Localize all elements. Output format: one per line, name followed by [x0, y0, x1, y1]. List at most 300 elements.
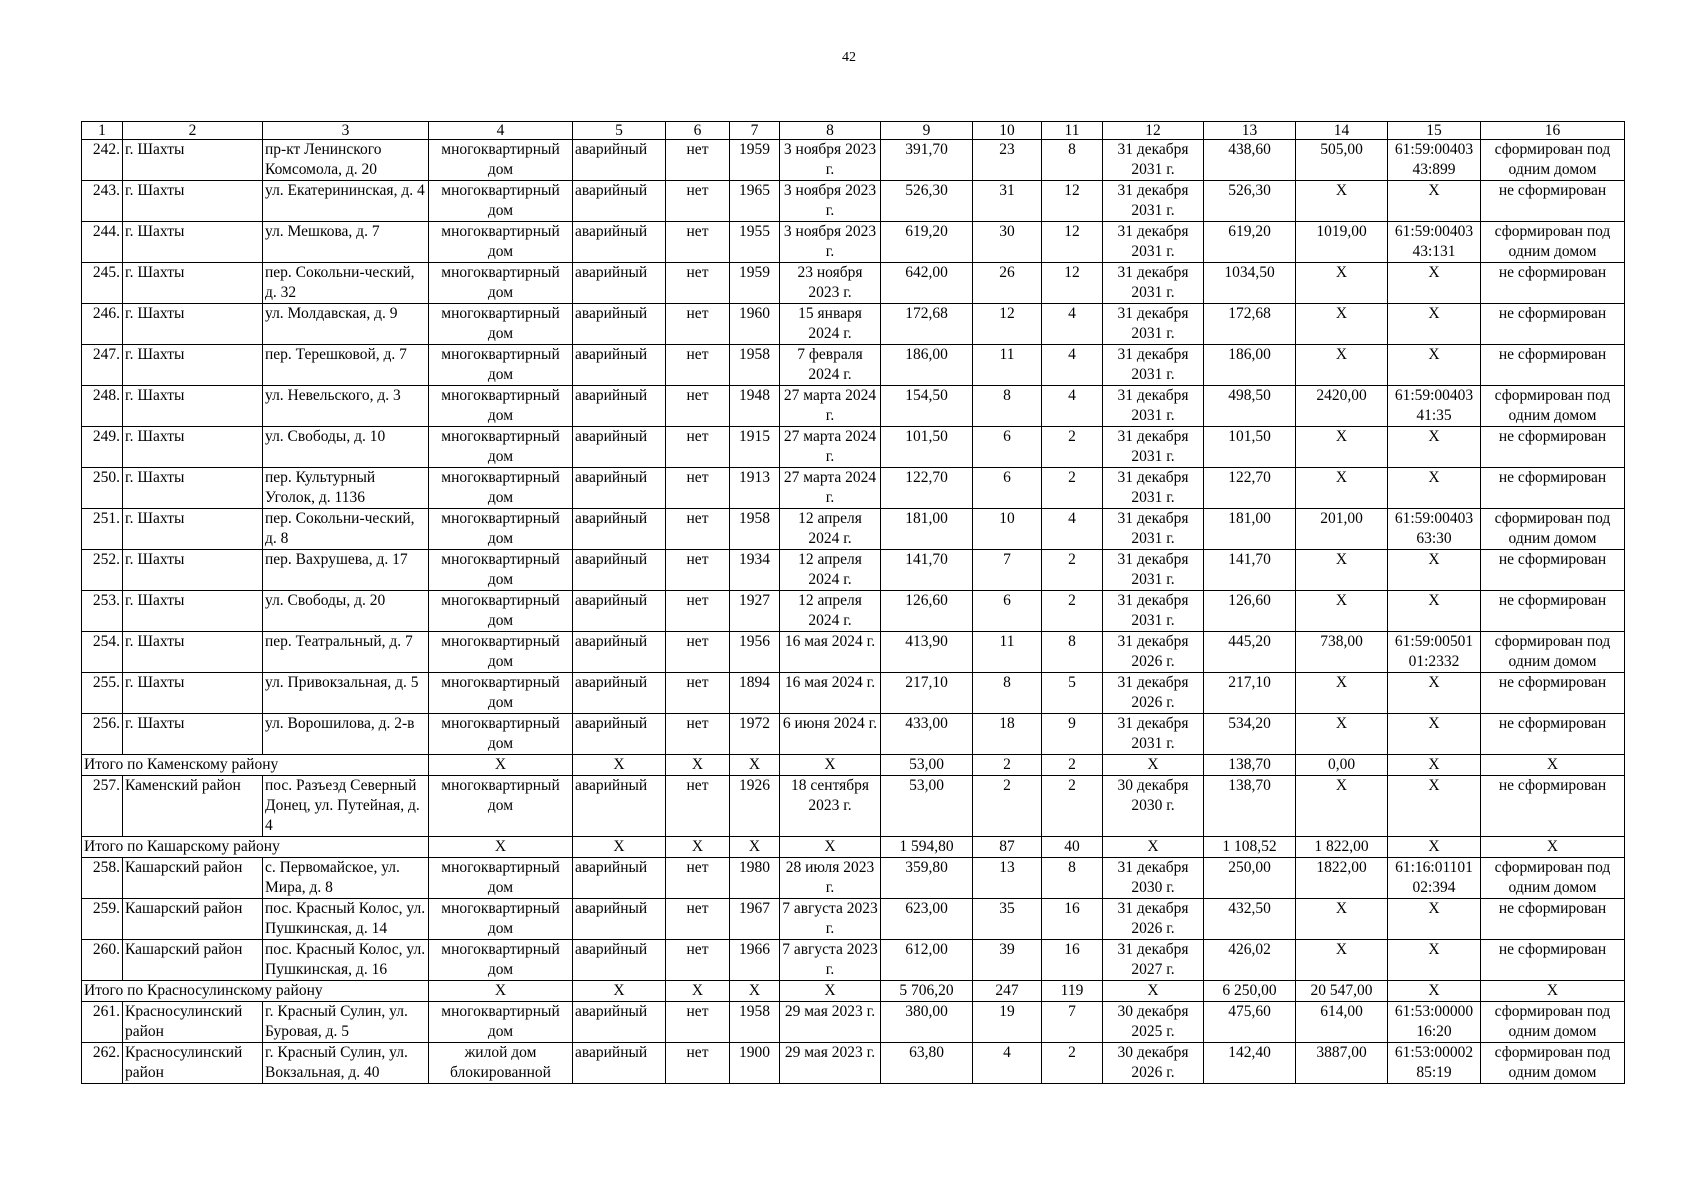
municipality-cell: г. Шахты: [123, 714, 263, 755]
table-row: [82, 1002, 1625, 1043]
residents-cell: 7: [973, 550, 1042, 591]
column-13-cell: 101,50: [1204, 427, 1296, 468]
column-13-cell: 122,70: [1204, 468, 1296, 509]
table-row: [82, 858, 1625, 899]
cadastral-number-cell: X: [1388, 263, 1481, 304]
row-number: 245.: [82, 263, 123, 304]
total-c10-cell: 87: [973, 837, 1042, 858]
total-area-cell: 154,50: [881, 386, 973, 427]
condition-cell: аварийный: [573, 222, 666, 263]
address-cell: пер. Театральный, д. 7: [263, 632, 429, 673]
municipality-cell: Красносулинский район: [123, 1002, 263, 1043]
total-c4-cell: X: [429, 837, 573, 858]
address-cell: пер. Сокольни-ческий, д. 8: [263, 509, 429, 550]
building-type-cell: многоквартирный дом: [429, 899, 573, 940]
total-c9-cell: 53,00: [881, 755, 973, 776]
row-number: 262.: [82, 1043, 123, 1084]
total-c15-cell: X: [1388, 837, 1481, 858]
resettlement-deadline-cell: 31 декабря 2031 г.: [1103, 181, 1204, 222]
resettlement-deadline-cell: 31 декабря 2031 г.: [1103, 468, 1204, 509]
column-13-cell: 181,00: [1204, 509, 1296, 550]
column-6-cell: нет: [666, 1043, 730, 1084]
address-cell: ул. Свободы, д. 20: [263, 591, 429, 632]
cadastral-number-cell: X: [1388, 550, 1481, 591]
column-13-cell: 426,02: [1204, 940, 1296, 981]
recognition-date-cell: 29 мая 2023 г.: [780, 1002, 881, 1043]
column-number: 7: [730, 122, 780, 140]
district-total-row: [82, 837, 1625, 858]
year-built-cell: 1980: [730, 858, 780, 899]
column-number: 8: [780, 122, 881, 140]
condition-cell: аварийный: [573, 468, 666, 509]
condition-cell: аварийный: [573, 940, 666, 981]
column-number: 5: [573, 122, 666, 140]
residents-cell: 30: [973, 222, 1042, 263]
total-c7-cell: X: [730, 837, 780, 858]
year-built-cell: 1966: [730, 940, 780, 981]
year-built-cell: 1959: [730, 140, 780, 181]
row-number: 244.: [82, 222, 123, 263]
row-number: 257.: [82, 776, 123, 837]
row-number: 253.: [82, 591, 123, 632]
column-13-cell: 141,70: [1204, 550, 1296, 591]
recognition-date-cell: 18 сентября 2023 г.: [780, 776, 881, 837]
cadastral-number-cell: 61:59:00403 43:899: [1388, 140, 1481, 181]
resettlement-deadline-cell: 31 декабря 2031 г.: [1103, 591, 1204, 632]
land-area-cell: X: [1296, 263, 1388, 304]
year-built-cell: 1913: [730, 468, 780, 509]
column-number: 15: [1388, 122, 1481, 140]
cadastral-number-cell: X: [1388, 427, 1481, 468]
resettlement-deadline-cell: 31 декабря 2031 г.: [1103, 140, 1204, 181]
table-row: [82, 427, 1625, 468]
column-number: 13: [1204, 122, 1296, 140]
cadastral-number-cell: X: [1388, 468, 1481, 509]
column-13-cell: 438,60: [1204, 140, 1296, 181]
table-row: [82, 468, 1625, 509]
column-13-cell: 250,00: [1204, 858, 1296, 899]
table-row: [82, 714, 1625, 755]
resettlement-deadline-cell: 31 декабря 2031 г.: [1103, 427, 1204, 468]
row-number: 251.: [82, 509, 123, 550]
column-6-cell: нет: [666, 550, 730, 591]
column-6-cell: нет: [666, 591, 730, 632]
address-cell: ул. Привокзальная, д. 5: [263, 673, 429, 714]
apartments-cell: 2: [1042, 427, 1103, 468]
year-built-cell: 1959: [730, 263, 780, 304]
cadastral-number-cell: X: [1388, 899, 1481, 940]
row-number: 254.: [82, 632, 123, 673]
total-c12-cell: X: [1103, 837, 1204, 858]
resettlement-deadline-cell: 31 декабря 2031 г.: [1103, 345, 1204, 386]
condition-cell: аварийный: [573, 776, 666, 837]
column-13-cell: 619,20: [1204, 222, 1296, 263]
year-built-cell: 1894: [730, 673, 780, 714]
cadastral-number-cell: X: [1388, 776, 1481, 837]
land-plot-status-cell: не сформирован: [1481, 714, 1625, 755]
land-plot-status-cell: не сформирован: [1481, 304, 1625, 345]
residents-cell: 39: [973, 940, 1042, 981]
recognition-date-cell: 23 ноября 2023 г.: [780, 263, 881, 304]
row-number: 256.: [82, 714, 123, 755]
municipality-cell: Каменский район: [123, 776, 263, 837]
table-row: [82, 222, 1625, 263]
building-type-cell: многоквартирный дом: [429, 222, 573, 263]
land-area-cell: 505,00: [1296, 140, 1388, 181]
condition-cell: аварийный: [573, 1043, 666, 1084]
residents-cell: 2: [973, 776, 1042, 837]
building-type-cell: многоквартирный дом: [429, 550, 573, 591]
recognition-date-cell: 27 марта 2024 г.: [780, 427, 881, 468]
total-area-cell: 642,00: [881, 263, 973, 304]
column-13-cell: 445,20: [1204, 632, 1296, 673]
column-13-cell: 138,70: [1204, 776, 1296, 837]
address-cell: пос. Красный Колос, ул. Пушкинская, д. 14: [263, 899, 429, 940]
table-row: [82, 899, 1625, 940]
recognition-date-cell: 7 августа 2023 г.: [780, 940, 881, 981]
total-area-cell: 380,00: [881, 1002, 973, 1043]
cadastral-number-cell: 61:53:00000 16:20: [1388, 1002, 1481, 1043]
row-number: 252.: [82, 550, 123, 591]
land-area-cell: X: [1296, 181, 1388, 222]
row-number: 258.: [82, 858, 123, 899]
cadastral-number-cell: 61:59:00403 63:30: [1388, 509, 1481, 550]
land-area-cell: X: [1296, 468, 1388, 509]
condition-cell: аварийный: [573, 591, 666, 632]
building-type-cell: многоквартирный дом: [429, 263, 573, 304]
row-number: 247.: [82, 345, 123, 386]
land-area-cell: 614,00: [1296, 1002, 1388, 1043]
row-number: 243.: [82, 181, 123, 222]
column-6-cell: нет: [666, 181, 730, 222]
address-cell: ул. Екатерининская, д. 4: [263, 181, 429, 222]
municipality-cell: г. Шахты: [123, 263, 263, 304]
address-cell: ул. Невельского, д. 3: [263, 386, 429, 427]
land-plot-status-cell: не сформирован: [1481, 940, 1625, 981]
land-plot-status-cell: не сформирован: [1481, 591, 1625, 632]
land-plot-status-cell: сформирован под одним домом: [1481, 632, 1625, 673]
residents-cell: 23: [973, 140, 1042, 181]
land-area-cell: 201,00: [1296, 509, 1388, 550]
residents-cell: 6: [973, 591, 1042, 632]
total-area-cell: 623,00: [881, 899, 973, 940]
municipality-cell: г. Шахты: [123, 550, 263, 591]
year-built-cell: 1955: [730, 222, 780, 263]
building-type-cell: многоквартирный дом: [429, 181, 573, 222]
year-built-cell: 1927: [730, 591, 780, 632]
land-plot-status-cell: не сформирован: [1481, 263, 1625, 304]
cadastral-number-cell: 61:16:01101 02:394: [1388, 858, 1481, 899]
column-6-cell: нет: [666, 714, 730, 755]
address-cell: ул. Мешкова, д. 7: [263, 222, 429, 263]
land-plot-status-cell: сформирован под одним домом: [1481, 858, 1625, 899]
cadastral-number-cell: 61:59:00403 43:131: [1388, 222, 1481, 263]
row-number: 242.: [82, 140, 123, 181]
address-cell: ул. Ворошилова, д. 2-в: [263, 714, 429, 755]
column-6-cell: нет: [666, 940, 730, 981]
apartments-cell: 4: [1042, 304, 1103, 345]
row-number: 249.: [82, 427, 123, 468]
year-built-cell: 1958: [730, 1002, 780, 1043]
cadastral-number-cell: 61:59:00501 01:2332: [1388, 632, 1481, 673]
land-plot-status-cell: не сформирован: [1481, 181, 1625, 222]
land-area-cell: X: [1296, 673, 1388, 714]
column-number: 9: [881, 122, 973, 140]
district-total-label: Итого по Кашарскому району: [82, 837, 429, 858]
land-plot-status-cell: сформирован под одним домом: [1481, 509, 1625, 550]
total-area-cell: 122,70: [881, 468, 973, 509]
land-plot-status-cell: не сформирован: [1481, 673, 1625, 714]
total-c9-cell: 1 594,80: [881, 837, 973, 858]
column-13-cell: 534,20: [1204, 714, 1296, 755]
condition-cell: аварийный: [573, 345, 666, 386]
year-built-cell: 1958: [730, 345, 780, 386]
apartments-cell: 12: [1042, 222, 1103, 263]
total-area-cell: 63,80: [881, 1043, 973, 1084]
land-area-cell: X: [1296, 940, 1388, 981]
total-c14-cell: 0,00: [1296, 755, 1388, 776]
land-plot-status-cell: сформирован под одним домом: [1481, 140, 1625, 181]
condition-cell: аварийный: [573, 181, 666, 222]
apartments-cell: 2: [1042, 1043, 1103, 1084]
municipality-cell: г. Шахты: [123, 632, 263, 673]
column-13-cell: 526,30: [1204, 181, 1296, 222]
column-6-cell: нет: [666, 386, 730, 427]
land-area-cell: 3887,00: [1296, 1043, 1388, 1084]
total-c5-cell: X: [573, 837, 666, 858]
residents-cell: 4: [973, 1043, 1042, 1084]
total-c13-cell: 6 250,00: [1204, 981, 1296, 1002]
recognition-date-cell: 3 ноября 2023 г.: [780, 140, 881, 181]
residents-cell: 6: [973, 427, 1042, 468]
total-area-cell: 172,68: [881, 304, 973, 345]
total-area-cell: 101,50: [881, 427, 973, 468]
table-row: [82, 140, 1625, 181]
condition-cell: аварийный: [573, 304, 666, 345]
housing-registry-table: [81, 121, 1625, 1084]
apartments-cell: 12: [1042, 181, 1103, 222]
district-total-label: Итого по Красносулинскому району: [82, 981, 429, 1002]
residents-cell: 19: [973, 1002, 1042, 1043]
resettlement-deadline-cell: 31 декабря 2031 г.: [1103, 263, 1204, 304]
column-6-cell: нет: [666, 345, 730, 386]
resettlement-deadline-cell: 30 декабря 2025 г.: [1103, 1002, 1204, 1043]
land-plot-status-cell: не сформирован: [1481, 427, 1625, 468]
apartments-cell: 16: [1042, 940, 1103, 981]
resettlement-deadline-cell: 31 декабря 2031 г.: [1103, 509, 1204, 550]
residents-cell: 10: [973, 509, 1042, 550]
total-c9-cell: 5 706,20: [881, 981, 973, 1002]
total-c6-cell: X: [666, 755, 730, 776]
land-area-cell: X: [1296, 550, 1388, 591]
total-c8-cell: X: [780, 837, 881, 858]
municipality-cell: г. Шахты: [123, 509, 263, 550]
recognition-date-cell: 27 марта 2024 г.: [780, 468, 881, 509]
table-row: [82, 1043, 1625, 1084]
residents-cell: 26: [973, 263, 1042, 304]
land-area-cell: 738,00: [1296, 632, 1388, 673]
land-plot-status-cell: не сформирован: [1481, 776, 1625, 837]
resettlement-deadline-cell: 30 декабря 2030 г.: [1103, 776, 1204, 837]
total-c14-cell: 20 547,00: [1296, 981, 1388, 1002]
condition-cell: аварийный: [573, 673, 666, 714]
column-6-cell: нет: [666, 222, 730, 263]
building-type-cell: многоквартирный дом: [429, 673, 573, 714]
total-area-cell: 433,00: [881, 714, 973, 755]
cadastral-number-cell: 61:59:00403 41:35: [1388, 386, 1481, 427]
column-6-cell: нет: [666, 263, 730, 304]
column-13-cell: 217,10: [1204, 673, 1296, 714]
land-plot-status-cell: сформирован под одним домом: [1481, 1043, 1625, 1084]
condition-cell: аварийный: [573, 386, 666, 427]
table-row: [82, 181, 1625, 222]
column-13-cell: 498,50: [1204, 386, 1296, 427]
building-type-cell: многоквартирный дом: [429, 345, 573, 386]
column-number: 3: [263, 122, 429, 140]
table-row: [82, 550, 1625, 591]
building-type-cell: многоквартирный дом: [429, 776, 573, 837]
resettlement-deadline-cell: 31 декабря 2031 г.: [1103, 222, 1204, 263]
building-type-cell: многоквартирный дом: [429, 1002, 573, 1043]
column-13-cell: 1034,50: [1204, 263, 1296, 304]
total-c10-cell: 2: [973, 755, 1042, 776]
land-area-cell: 1019,00: [1296, 222, 1388, 263]
address-cell: пр-кт Ленинского Комсомола, д. 20: [263, 140, 429, 181]
recognition-date-cell: 6 июня 2024 г.: [780, 714, 881, 755]
total-c11-cell: 2: [1042, 755, 1103, 776]
total-c4-cell: X: [429, 755, 573, 776]
building-type-cell: многоквартирный дом: [429, 858, 573, 899]
column-number: 1: [82, 122, 123, 140]
column-13-cell: 142,40: [1204, 1043, 1296, 1084]
resettlement-deadline-cell: 31 декабря 2026 г.: [1103, 632, 1204, 673]
resettlement-deadline-cell: 30 декабря 2026 г.: [1103, 1043, 1204, 1084]
total-c16-cell: X: [1481, 981, 1625, 1002]
cadastral-number-cell: X: [1388, 714, 1481, 755]
cadastral-number-cell: X: [1388, 940, 1481, 981]
page-number: 42: [842, 50, 856, 65]
building-type-cell: многоквартирный дом: [429, 304, 573, 345]
column-6-cell: нет: [666, 776, 730, 837]
apartments-cell: 8: [1042, 858, 1103, 899]
residents-cell: 11: [973, 345, 1042, 386]
land-plot-status-cell: не сформирован: [1481, 345, 1625, 386]
cadastral-number-cell: X: [1388, 181, 1481, 222]
year-built-cell: 1972: [730, 714, 780, 755]
building-type-cell: многоквартирный дом: [429, 940, 573, 981]
apartments-cell: 5: [1042, 673, 1103, 714]
resettlement-deadline-cell: 31 декабря 2031 г.: [1103, 304, 1204, 345]
column-number-row: [82, 122, 1625, 140]
land-area-cell: X: [1296, 899, 1388, 940]
address-cell: пер. Вахрушева, д. 17: [263, 550, 429, 591]
recognition-date-cell: 16 мая 2024 г.: [780, 632, 881, 673]
municipality-cell: г. Шахты: [123, 222, 263, 263]
recognition-date-cell: 15 января 2024 г.: [780, 304, 881, 345]
total-c16-cell: X: [1481, 837, 1625, 858]
building-type-cell: многоквартирный дом: [429, 140, 573, 181]
column-13-cell: 126,60: [1204, 591, 1296, 632]
address-cell: г. Красный Сулин, ул. Вокзальная, д. 40: [263, 1043, 429, 1084]
address-cell: пос. Красный Колос, ул. Пушкинская, д. 16: [263, 940, 429, 981]
cadastral-number-cell: X: [1388, 673, 1481, 714]
total-c6-cell: X: [666, 837, 730, 858]
row-number: 248.: [82, 386, 123, 427]
column-6-cell: нет: [666, 673, 730, 714]
land-area-cell: X: [1296, 776, 1388, 837]
recognition-date-cell: 27 марта 2024 г.: [780, 386, 881, 427]
column-number: 12: [1103, 122, 1204, 140]
resettlement-deadline-cell: 31 декабря 2031 г.: [1103, 714, 1204, 755]
column-13-cell: 432,50: [1204, 899, 1296, 940]
total-area-cell: 126,60: [881, 591, 973, 632]
total-area-cell: 181,00: [881, 509, 973, 550]
year-built-cell: 1915: [730, 427, 780, 468]
recognition-date-cell: 12 апреля 2024 г.: [780, 509, 881, 550]
land-area-cell: X: [1296, 591, 1388, 632]
total-c13-cell: 138,70: [1204, 755, 1296, 776]
residents-cell: 11: [973, 632, 1042, 673]
year-built-cell: 1956: [730, 632, 780, 673]
total-c14-cell: 1 822,00: [1296, 837, 1388, 858]
row-number: 259.: [82, 899, 123, 940]
column-6-cell: нет: [666, 899, 730, 940]
column-number: 16: [1481, 122, 1625, 140]
municipality-cell: Кашарский район: [123, 940, 263, 981]
land-area-cell: X: [1296, 304, 1388, 345]
recognition-date-cell: 16 мая 2024 г.: [780, 673, 881, 714]
apartments-cell: 4: [1042, 509, 1103, 550]
land-plot-status-cell: не сформирован: [1481, 468, 1625, 509]
recognition-date-cell: 3 ноября 2023 г.: [780, 181, 881, 222]
table-row: [82, 632, 1625, 673]
land-area-cell: 1822,00: [1296, 858, 1388, 899]
apartments-cell: 2: [1042, 550, 1103, 591]
column-6-cell: нет: [666, 140, 730, 181]
column-13-cell: 186,00: [1204, 345, 1296, 386]
address-cell: пер. Культурный Уголок, д. 1136: [263, 468, 429, 509]
municipality-cell: г. Шахты: [123, 673, 263, 714]
building-type-cell: многоквартирный дом: [429, 427, 573, 468]
apartments-cell: 4: [1042, 386, 1103, 427]
total-c12-cell: X: [1103, 981, 1204, 1002]
condition-cell: аварийный: [573, 140, 666, 181]
building-type-cell: многоквартирный дом: [429, 591, 573, 632]
address-cell: с. Первомайское, ул. Мира, д. 8: [263, 858, 429, 899]
table-row: [82, 304, 1625, 345]
column-6-cell: нет: [666, 632, 730, 673]
apartments-cell: 7: [1042, 1002, 1103, 1043]
apartments-cell: 12: [1042, 263, 1103, 304]
municipality-cell: Кашарский район: [123, 858, 263, 899]
column-number: 14: [1296, 122, 1388, 140]
condition-cell: аварийный: [573, 427, 666, 468]
total-c13-cell: 1 108,52: [1204, 837, 1296, 858]
building-type-cell: многоквартирный дом: [429, 509, 573, 550]
total-area-cell: 359,80: [881, 858, 973, 899]
total-area-cell: 141,70: [881, 550, 973, 591]
total-c5-cell: X: [573, 755, 666, 776]
total-area-cell: 53,00: [881, 776, 973, 837]
address-cell: пер. Сокольни-ческий, д. 32: [263, 263, 429, 304]
row-number: 255.: [82, 673, 123, 714]
total-area-cell: 413,90: [881, 632, 973, 673]
residents-cell: 35: [973, 899, 1042, 940]
apartments-cell: 9: [1042, 714, 1103, 755]
apartments-cell: 2: [1042, 591, 1103, 632]
apartments-cell: 8: [1042, 140, 1103, 181]
recognition-date-cell: 3 ноября 2023 г.: [780, 222, 881, 263]
